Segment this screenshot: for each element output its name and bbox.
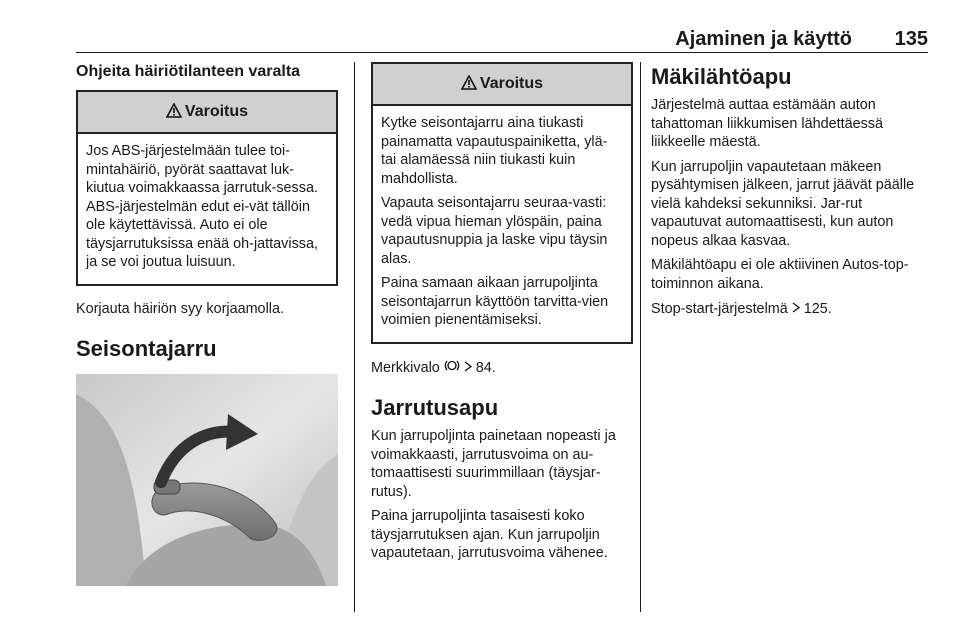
brake-assist-paragraph: Kun jarrupoljinta painetaan nopeasti ja voimakkaasti, jarrutusvoima on au-tomaattisesti suurimmillaan (täysjar-rutus).	[371, 428, 616, 500]
hill-start-paragraph: Kun jarrupoljin vapautetaan mäkeen pysähtymisen jälkeen, jarrut jäävät päälle vielä kahdeksi sekunniksi. Jar-rut vapautuvat automaattisesti, kun auton nopeus alkaa kasvaa.	[651, 158, 915, 249]
stop-start-text: Stop-start-järjestelmä	[651, 301, 788, 317]
brake-assist-heading: Jarrutusapu	[371, 395, 499, 420]
indicator-line	[371, 358, 633, 378]
troubleshooting-heading: Ohjeita häiriötilanteen varalta	[76, 63, 301, 80]
brake-assist-paragraph: Paina jarrupoljinta tasaisesti koko täysjarrutuksen ajan. Kun jarrupoljin vapautetaan, jarrutusvoima vähenee.	[371, 508, 608, 561]
parking-brake-figure	[76, 374, 338, 586]
column-divider	[354, 62, 355, 612]
warning-triangle-icon	[166, 102, 182, 123]
column-divider	[640, 62, 641, 612]
warning-paragraph: Paina samaan aikaan jarrupoljinta seisontajarrun käyttöön tarvitta-vien voimien pienentämiseksi.	[381, 275, 609, 328]
page-ref-icon	[792, 299, 800, 318]
header-rule	[76, 52, 928, 53]
brake-indicator-icon	[444, 358, 460, 377]
page-number: 135	[894, 28, 928, 50]
hill-start-paragraph: Mäkilähtöapu ei ole aktiivinen Autos-top-toiminnon aikana.	[651, 257, 909, 292]
repair-text: Korjauta häiriön syy korjaamolla.	[76, 300, 284, 317]
page-header	[76, 28, 928, 50]
indicator-ref: 84.	[475, 359, 496, 376]
warning-paragraph: Vapauta seisontajarru seuraa-vasti: vedä vipua hieman ylöspäin, paina vapautusnuppia ja laske vipu täysin alas.	[381, 195, 608, 267]
warning-header	[373, 64, 631, 106]
column-left	[76, 62, 338, 586]
warning-triangle-icon	[461, 74, 477, 95]
warning-label: Varoitus	[184, 103, 249, 120]
hill-start-heading: Mäkilähtöapu	[651, 64, 792, 89]
page-ref-icon	[464, 358, 472, 377]
section-title: Ajaminen ja käyttö	[675, 28, 852, 50]
warning-text: Jos ABS-järjestelmään tulee toi-mintahäiriö, pyörät saattavat luk-kiutua voimakkaassa jarrutuk-sessa. ABS-järjestelmän edut ei-vät tällöin ole käytettävissä. Auto ei ole täysjarrutuksissa enää oh-jattavissa, ja se voi joutua luisuun.	[86, 143, 318, 270]
warning-paragraph: Kytke seisontajarru aina tiukasti painamatta vapautuspainiketta, ylä- tai alamäessä niin tiukasti kuin mahdollista.	[381, 115, 608, 187]
column-right	[651, 62, 928, 325]
stop-start-ref: 125.	[803, 301, 832, 317]
parking-brake-heading: Seisontajarru	[76, 336, 217, 361]
hill-start-paragraph: Järjestelmä auttaa estämään auton tahattoman liikkumisen lähdettäessä liikkeelle mäestä.	[651, 97, 883, 150]
warning-label: Varoitus	[479, 75, 544, 92]
stop-start-line	[651, 299, 928, 319]
warning-header	[78, 92, 336, 134]
warning-box	[371, 62, 633, 344]
warning-box	[76, 90, 338, 286]
column-middle	[371, 62, 633, 569]
indicator-text: Merkkivalo	[371, 359, 440, 376]
